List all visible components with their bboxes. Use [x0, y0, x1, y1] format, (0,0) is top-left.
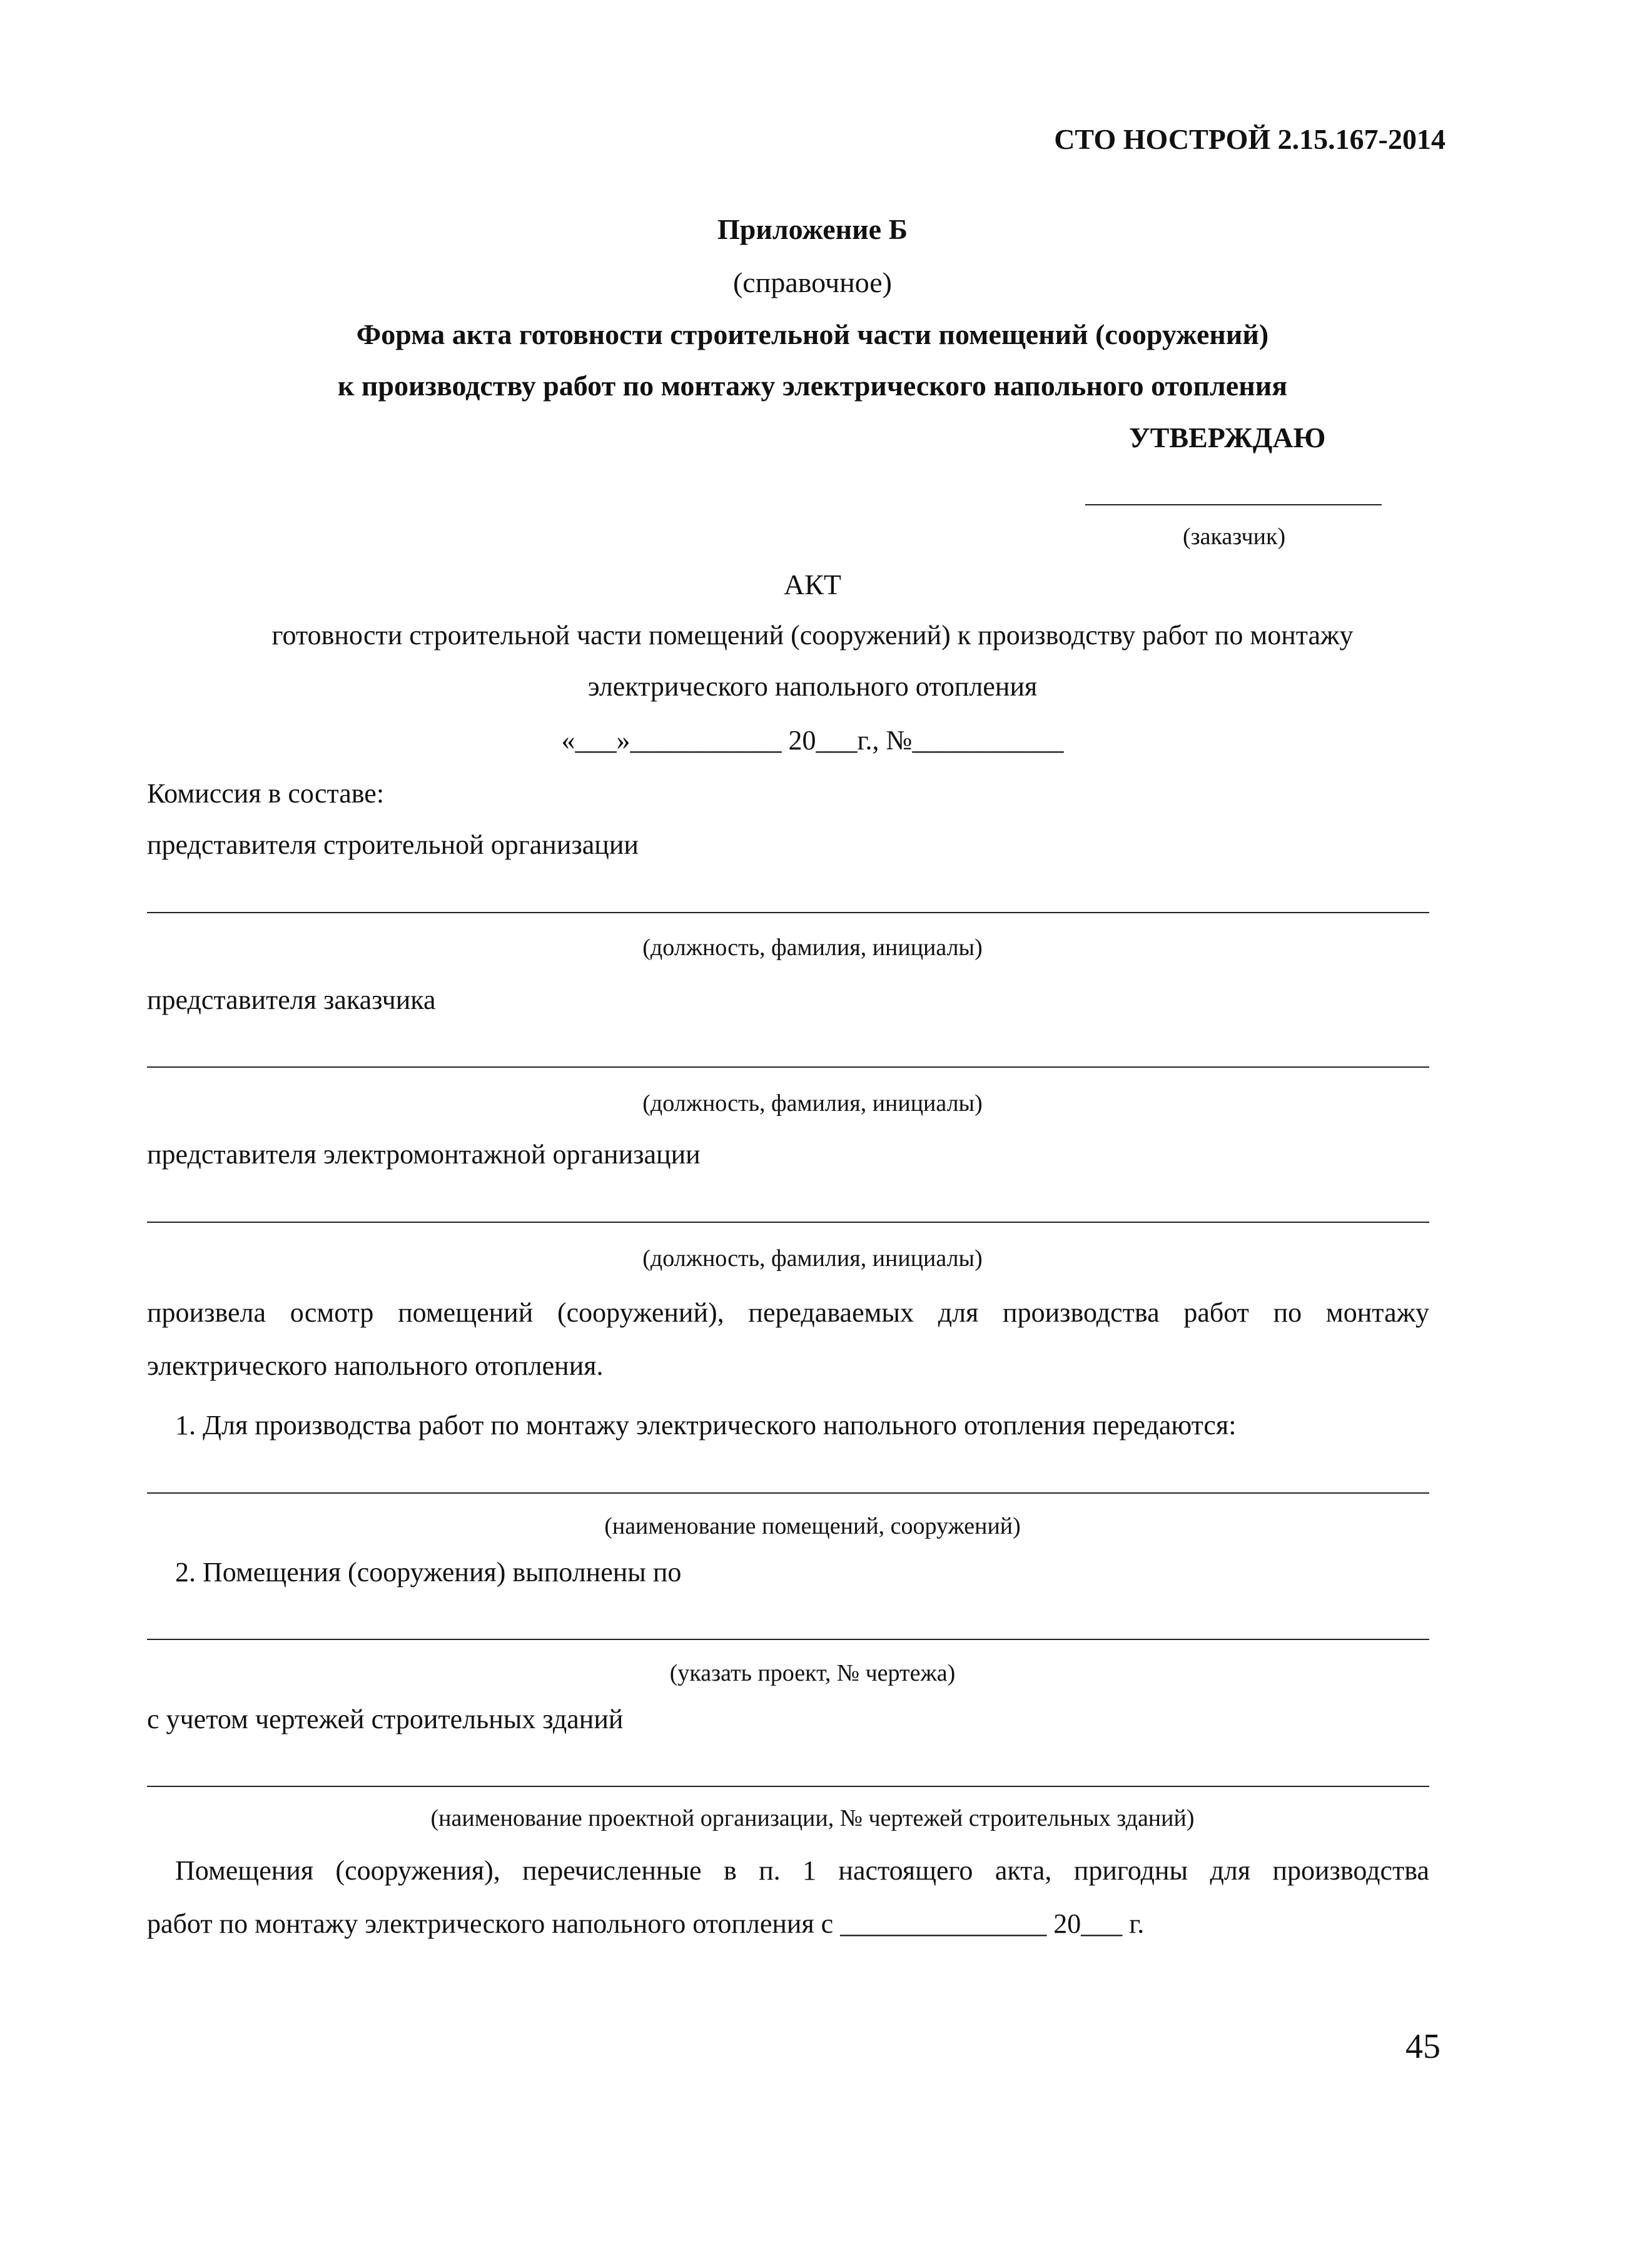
- rep-electric-label: представителя электромонтажной организации: [147, 1139, 701, 1170]
- rep-builder-label: представителя строительной организации: [147, 829, 639, 860]
- rep-customer-caption: (должность, фамилия, инициалы): [642, 1090, 983, 1116]
- appendix-title: Приложение Б: [717, 213, 908, 245]
- inspection-text-line1: произвела осмотр помещений (сооружений), передаваемых для производства работ по монтажу: [147, 1297, 1429, 1328]
- appendix-subtitle: (справочное): [732, 266, 893, 298]
- rep-builder-line: [147, 912, 1429, 913]
- approval-signature-line: [1085, 504, 1382, 505]
- rep-customer-line: [147, 1066, 1429, 1068]
- form-heading-line2: к производству работ по монтажу электрического напольного отопления: [337, 370, 1288, 402]
- rep-builder-caption: (должность, фамилия, инициалы): [642, 934, 983, 961]
- approval-label: УТВЕРЖДАЮ: [1129, 422, 1326, 453]
- act-date-number-line: «___»___________ 20___г., №___________: [561, 725, 1064, 756]
- drawings-text: с учетом чертежей строительных зданий: [147, 1704, 624, 1734]
- item1-text: 1. Для производства работ по монтажу электрического напольного отопления передаются:: [175, 1410, 1237, 1440]
- item1-line: [147, 1492, 1429, 1494]
- rep-electric-line: [147, 1222, 1429, 1223]
- act-subject-line1: готовности строительной части помещений (сооружений) к производству работ по монтажу: [271, 620, 1354, 651]
- document-code: СТО НОСТРОЙ 2.15.167-2014: [1054, 123, 1445, 155]
- conclusion-line1: Помещения (сооружения), перечисленные в п. 1 настоящего акта, пригодны для производства: [175, 1855, 1429, 1886]
- conclusion-line2: работ по монтажу электрического напольного отопления с _______________ 20___ г.: [147, 1908, 1145, 1939]
- act-subject-line2: электрического напольного отопления: [587, 671, 1038, 702]
- rep-electric-caption: (должность, фамилия, инициалы): [642, 1245, 983, 1272]
- item2-caption: (указать проект, № чертежа): [669, 1660, 956, 1686]
- page-number: 45: [1405, 2027, 1440, 2066]
- commission-label: Комиссия в составе:: [147, 778, 385, 809]
- drawings-line: [147, 1786, 1429, 1787]
- inspection-text-line2: электрического напольного отопления.: [147, 1350, 604, 1381]
- approval-caption: (заказчик): [1183, 524, 1286, 550]
- act-title: АКТ: [784, 569, 841, 600]
- item2-line: [147, 1639, 1429, 1640]
- rep-customer-label: представителя заказчика: [147, 985, 436, 1015]
- item1-caption: (наименование помещений, сооружений): [604, 1513, 1021, 1539]
- drawings-caption: (наименование проектной организации, № чертежей строительных зданий): [430, 1805, 1195, 1831]
- item2-text: 2. Помещения (сооружения) выполнены по: [175, 1557, 682, 1587]
- form-heading-line1: Форма акта готовности строительной части помещений (сооружений): [356, 318, 1269, 350]
